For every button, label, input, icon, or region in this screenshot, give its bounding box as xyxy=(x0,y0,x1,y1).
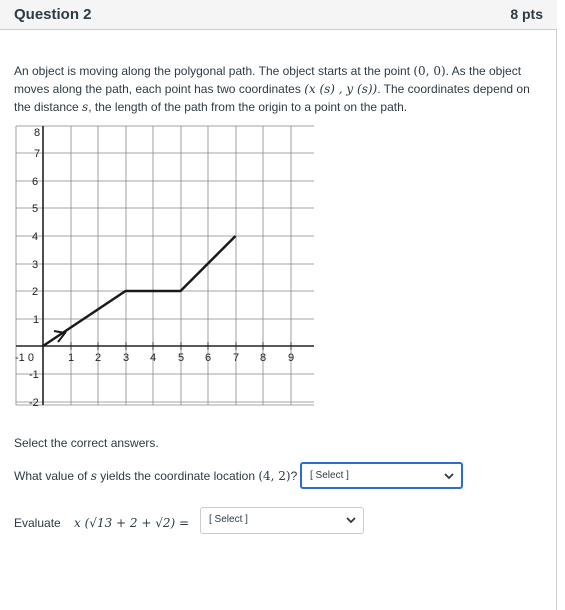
q1-text-b: yields the coordinate location xyxy=(96,469,259,483)
q2-expression: x (√13 + 2 + √2) = xyxy=(74,516,190,530)
y-label-5: 5 xyxy=(32,203,39,215)
prompt-text-3: . The coordinates depend on the distance xyxy=(14,82,530,114)
question-1-text xyxy=(14,469,297,483)
prompt-s: s xyxy=(82,100,89,114)
x-label-5: 5 xyxy=(178,352,185,364)
chevron-down-icon xyxy=(443,467,455,488)
answer-dropdown-2[interactable] xyxy=(200,507,364,534)
x-label-0: -1 0 xyxy=(15,352,34,364)
x-label-1: 1 xyxy=(68,352,75,364)
x-label-2: 2 xyxy=(95,352,102,364)
path-graph xyxy=(14,124,316,407)
y-label-2: 2 xyxy=(32,286,39,298)
dropdown-1-label: [ Select ] xyxy=(310,470,349,481)
question-header xyxy=(0,0,557,30)
q1-s: s xyxy=(90,469,97,483)
y-label-neg1: -1 xyxy=(29,369,39,381)
q1-question-mark: ? xyxy=(290,469,298,483)
x-label-4: 4 xyxy=(150,352,157,364)
q1-text-a: What value of xyxy=(14,469,91,483)
prompt-text-2: . As the object moves along the path, each point has two coordinates xyxy=(14,64,522,96)
answer-dropdown-1[interactable] xyxy=(300,462,463,489)
question-points: 8 pts xyxy=(510,6,543,22)
question-2-text xyxy=(14,516,189,530)
x-label-7: 7 xyxy=(233,352,240,364)
y-label-7: 7 xyxy=(34,148,41,160)
grid xyxy=(16,126,314,405)
prompt-origin: (0, 0) xyxy=(413,64,446,78)
chevron-down-icon xyxy=(345,511,357,532)
y-label-4: 4 xyxy=(32,231,39,243)
x-label-3: 3 xyxy=(123,352,130,364)
instructions: Select the correct answers. xyxy=(14,436,159,450)
x-label-9: 9 xyxy=(288,352,295,364)
question-title: Question 2 xyxy=(14,6,92,23)
dropdown-2-label: [ Select ] xyxy=(209,514,248,525)
y-label-neg2: -2 xyxy=(29,397,39,407)
y-label-1: 1 xyxy=(33,314,40,326)
prompt-coords: (x (s) , y (s)) xyxy=(304,82,378,96)
y-label-6: 6 xyxy=(32,176,39,188)
x-label-8: 8 xyxy=(260,352,267,364)
question-prompt xyxy=(14,62,532,116)
x-label-6: 6 xyxy=(205,352,212,364)
prompt-text-4: , the length of the path from the origin to a point on the path. xyxy=(88,100,408,114)
prompt-text-1: An object is moving along the polygonal path. The object starts at the point xyxy=(14,64,414,78)
y-label-3: 3 xyxy=(32,259,39,271)
q2-evaluate: Evaluate xyxy=(14,516,61,530)
q1-location: (4, 2) xyxy=(258,469,291,483)
y-label-8: 8 xyxy=(34,127,41,139)
